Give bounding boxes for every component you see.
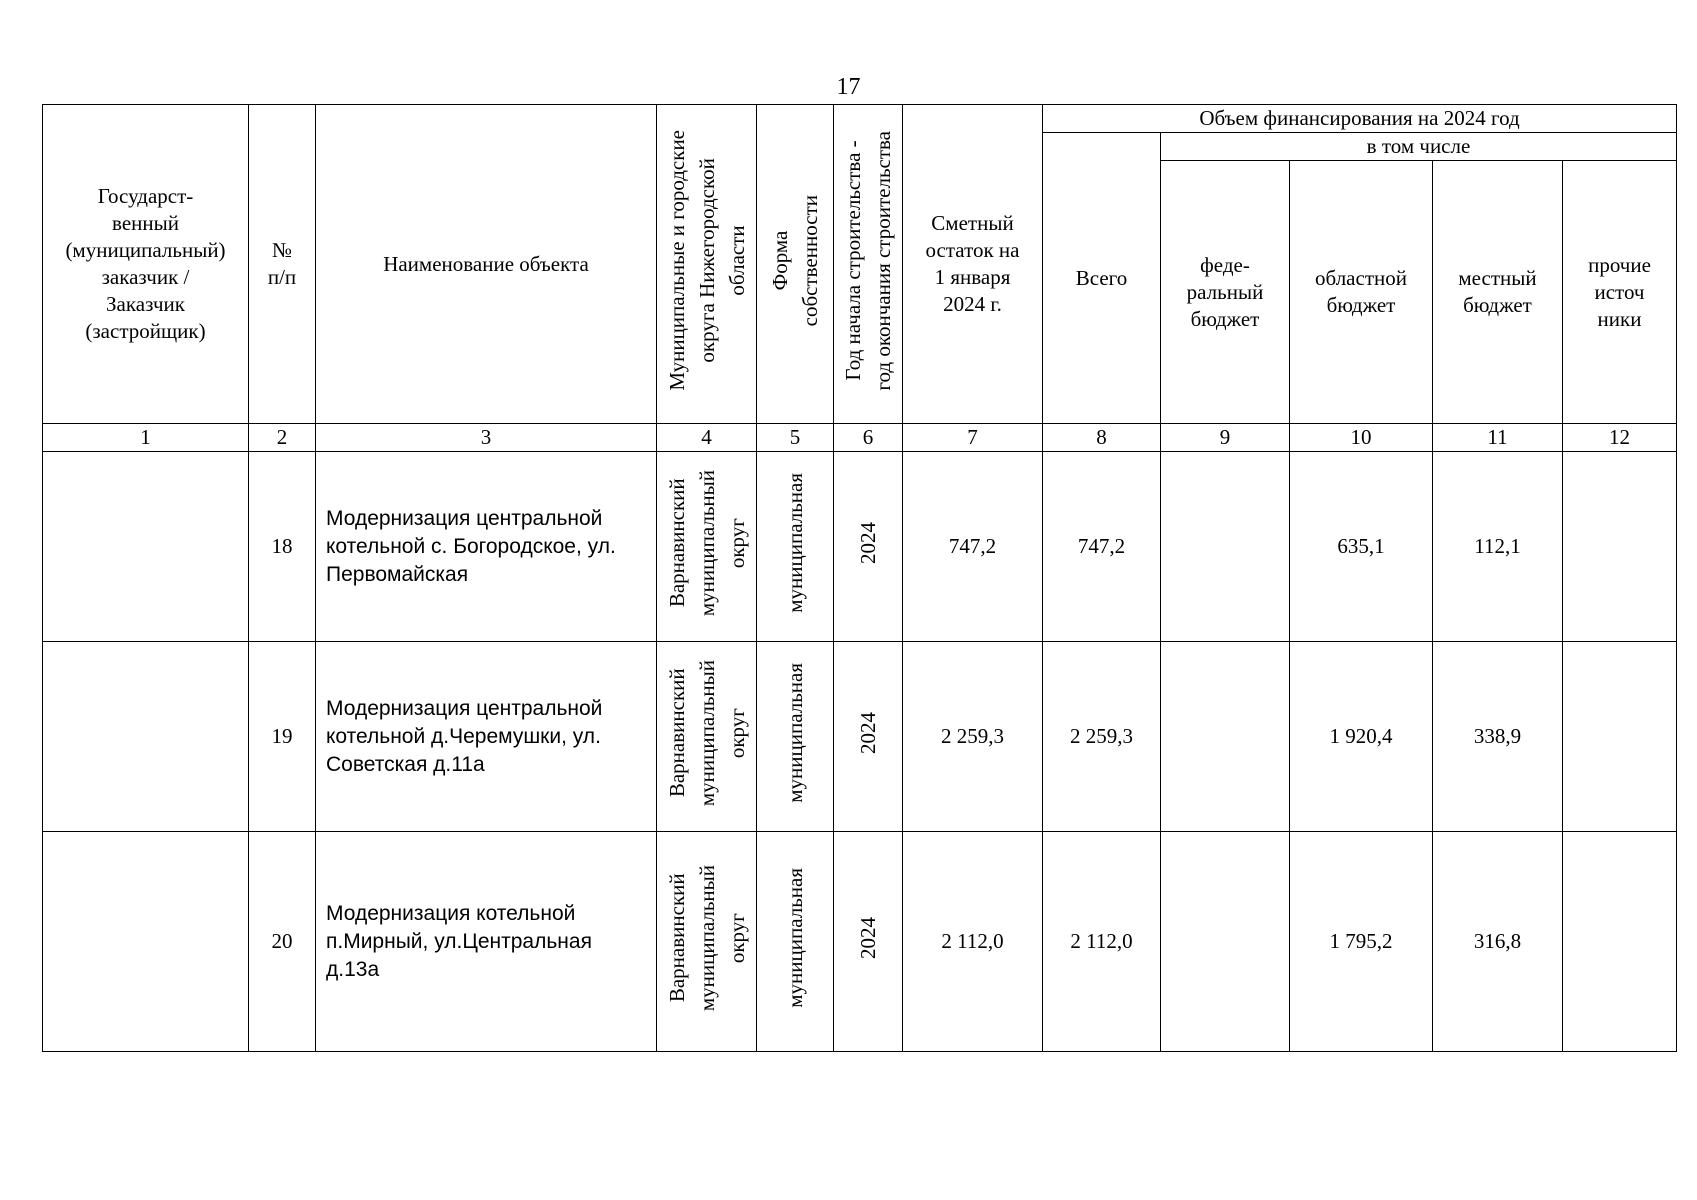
cell-number: 18: [249, 452, 316, 642]
cell-federal: [1161, 642, 1290, 832]
cell-ownership: [757, 832, 834, 1052]
cell-district-text: Варнавинский муниципальный округ: [664, 469, 749, 617]
cell-district-text: Варнавинский муниципальный округ: [664, 659, 749, 807]
header-ownership: [757, 105, 834, 424]
cell-ownership-text: муниципальная: [783, 663, 807, 803]
header-district-text: Муниципальные и городские округа Нижегородской области: [664, 130, 749, 391]
header-ownership-text: Форма собственности: [768, 194, 822, 327]
cell-ownership-text: муниципальная: [783, 868, 807, 1008]
cell-total: 2 112,0: [1043, 832, 1161, 1052]
table-row: [43, 452, 1677, 642]
column-number: 2: [249, 424, 316, 452]
header-row-1: [43, 105, 1677, 133]
table-row: [43, 832, 1677, 1052]
cell-customer: [43, 832, 249, 1052]
cell-total: 2 259,3: [1043, 642, 1161, 832]
cell-ownership-text: муниципальная: [783, 473, 807, 613]
cell-object-name: Модернизация котельной п.Мирный, ул.Центральная д.13а: [316, 832, 657, 1052]
cell-object-name: Модернизация центральной котельной д.Черемушки, ул. Советская д.11а: [316, 642, 657, 832]
cell-remaining: 747,2: [903, 452, 1043, 642]
column-number: 6: [834, 424, 903, 452]
cell-customer: [43, 642, 249, 832]
header-years: [834, 105, 903, 424]
header-including-group: в том числе: [1161, 133, 1677, 161]
cell-regional: 635,1: [1290, 452, 1433, 642]
cell-years: [834, 452, 903, 642]
cell-years-text: 2024: [856, 522, 880, 564]
cell-federal: [1161, 452, 1290, 642]
cell-number: 20: [249, 832, 316, 1052]
header-federal: феде- ральный бюджет: [1161, 161, 1290, 424]
cell-other: [1563, 452, 1677, 642]
cell-local: 338,9: [1433, 642, 1563, 832]
column-number: 4: [657, 424, 757, 452]
cell-years-text: 2024: [856, 712, 880, 754]
cell-number: 19: [249, 642, 316, 832]
cell-ownership: [757, 452, 834, 642]
cell-district-text: Варнавинский муниципальный округ: [664, 864, 749, 1012]
cell-years-text: 2024: [856, 917, 880, 959]
cell-district: [657, 832, 757, 1052]
cell-remaining: 2 112,0: [903, 832, 1043, 1052]
cell-regional: 1 920,4: [1290, 642, 1433, 832]
cell-years: [834, 642, 903, 832]
header-customer: Государст- венный (муниципальный) заказчик / Заказчик (застройщик): [43, 105, 249, 424]
header-remaining: Сметный остаток на 1 января 2024 г.: [903, 105, 1043, 424]
cell-object-name: Модернизация центральной котельной с. Богородское, ул. Первомайская: [316, 452, 657, 642]
column-number-row: [43, 424, 1677, 452]
column-number: 10: [1290, 424, 1433, 452]
header-funding-group: Объем финансирования на 2024 год: [1043, 105, 1677, 133]
cell-ownership: [757, 642, 834, 832]
header-total: Всего: [1043, 133, 1161, 424]
cell-district: [657, 452, 757, 642]
header-local: местный бюджет: [1433, 161, 1563, 424]
header-years-text: Год начала строительства - год окончания строительства: [841, 130, 895, 391]
page-number: 17: [836, 74, 861, 100]
cell-years: [834, 832, 903, 1052]
header-object-name: Наименование объекта: [316, 105, 657, 424]
header-regional: областной бюджет: [1290, 161, 1433, 424]
column-number: 3: [316, 424, 657, 452]
cell-other: [1563, 832, 1677, 1052]
cell-local: 112,1: [1433, 452, 1563, 642]
cell-remaining: 2 259,3: [903, 642, 1043, 832]
column-number: 9: [1161, 424, 1290, 452]
column-number: 8: [1043, 424, 1161, 452]
column-number: 1: [43, 424, 249, 452]
cell-local: 316,8: [1433, 832, 1563, 1052]
column-number: 7: [903, 424, 1043, 452]
financing-table: [42, 104, 1677, 1052]
header-district: [657, 105, 757, 424]
cell-total: 747,2: [1043, 452, 1161, 642]
column-number: 12: [1563, 424, 1677, 452]
cell-federal: [1161, 832, 1290, 1052]
header-number: № п/п: [249, 105, 316, 424]
table-row: [43, 642, 1677, 832]
header-other: прочие источ ники: [1563, 161, 1677, 424]
cell-regional: 1 795,2: [1290, 832, 1433, 1052]
cell-district: [657, 642, 757, 832]
column-number: 5: [757, 424, 834, 452]
cell-customer: [43, 452, 249, 642]
cell-other: [1563, 642, 1677, 832]
column-number: 11: [1433, 424, 1563, 452]
